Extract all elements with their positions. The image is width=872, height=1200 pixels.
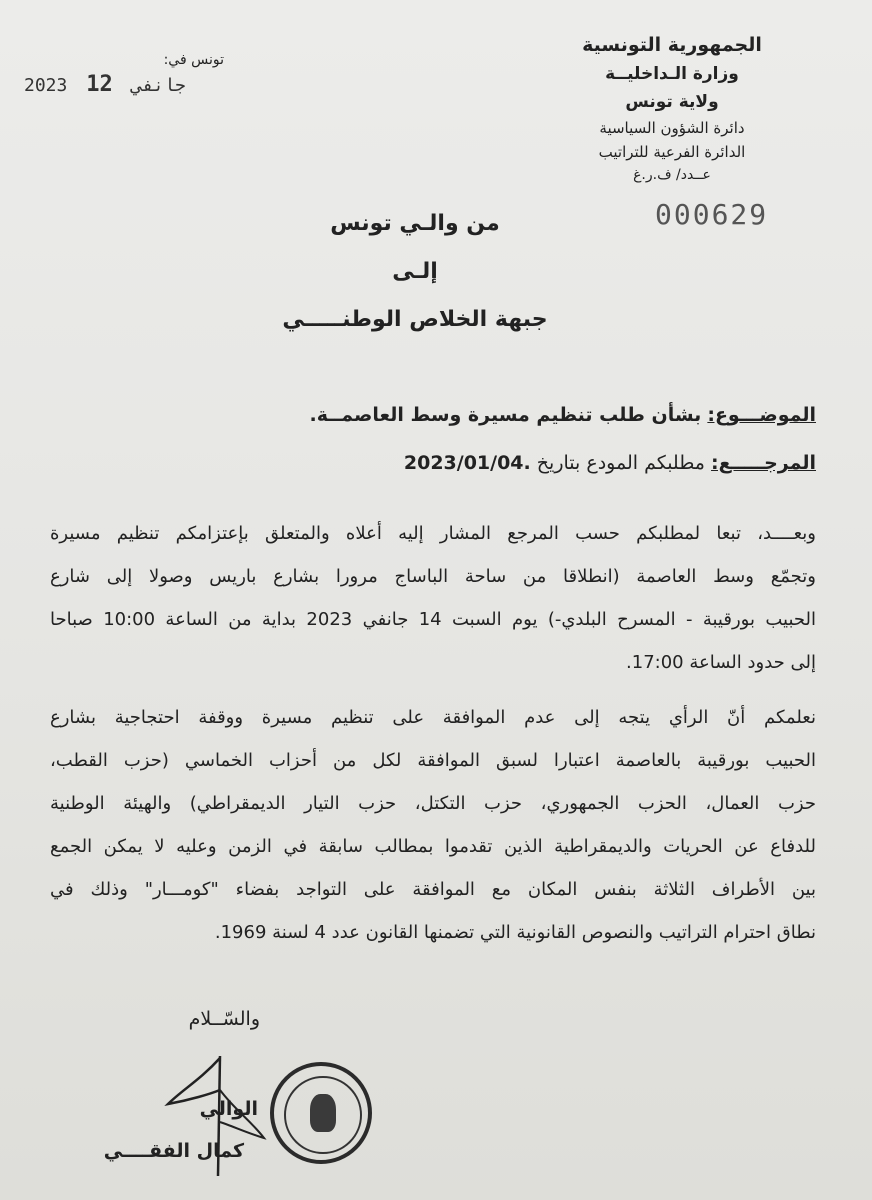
body-paragraph-1 — [50, 512, 816, 684]
paragraph-line: نعلمكم أنّ الرأي يتجه إلى عدم الموافقة على تنظيم مسيرة ووقفة احتجاجية بشارع — [50, 707, 816, 728]
reference-text: مطلبكم المودع بتاريخ — [536, 452, 705, 474]
paragraph-line: وبعــــد، تبعا لمطلبكم حسب المرجع المشار إليه أعلاه والمتعلق بإعتزامكم تنظيم مسيرة — [50, 523, 816, 544]
date-year: 2023 — [24, 75, 68, 96]
paragraph-line: بين الأطراف الثلاثة بنفس المكان مع الموافقة على التواجد بفضاء "كومـــار" وذلك في — [50, 879, 816, 900]
subject-label: الموضـــوع: — [707, 404, 816, 426]
number-label: عــدد/ ف.ر.غ — [633, 167, 711, 183]
addressing-block — [280, 200, 550, 344]
letter-header — [542, 30, 802, 186]
signatory-title: الوالي — [199, 1098, 258, 1120]
closing-line: والسّــلام — [188, 1008, 260, 1030]
paragraph-line: الحبيب بورقيبة بالعاصمة اعتبارا لسبق الموافقة لكل من أحزاب الخماسي (حزب القطب، — [50, 750, 816, 771]
paragraph-line: للدفاع عن الحريات والديمقراطية الذين تقدموا بمطالب سابقة في الزمن وعليه لا يمكن الجمع — [50, 836, 816, 857]
republic-name: الجمهورية التونسية — [582, 34, 762, 56]
subdepartment-name: الدائرة الفرعية للتراتيب — [598, 143, 746, 161]
stamp-emblem — [310, 1094, 336, 1132]
ministry-name: وزارة الـداخليــة — [605, 64, 739, 84]
place-label: تونس في: — [163, 52, 224, 68]
sender-line: من والـي تونس — [330, 211, 500, 236]
date-month: جانفي — [131, 75, 186, 96]
reference-line — [404, 446, 816, 480]
reference-date: 2023/01/04. — [403, 452, 531, 474]
document-number: 000629 — [655, 198, 769, 231]
official-stamp — [270, 1062, 372, 1164]
paragraph-line: إلى حدود الساعة 17:00. — [626, 652, 816, 673]
body-paragraph-2 — [50, 696, 816, 954]
signatory-name: كمال الفقــــي — [103, 1140, 244, 1162]
subject-line — [310, 398, 816, 432]
paragraph-line: حزب العمال، الحزب الجمهوري، حزب التكتل، حزب التيار الديمقراطي) والهيئة الوطنية — [50, 793, 816, 814]
paragraph-line: الحبيب بورقيبة - المسرح البلدي-) يوم السبت 14 جانفي 2023 بداية من الساعة 10:00 صباحا — [50, 609, 816, 630]
paragraph-line: نطاق احترام التراتيب والنصوص القانونية التي تضمنها القانون عدد 4 لسنة 1969. — [214, 922, 816, 943]
date-day: 12 — [86, 72, 113, 97]
governorate-name: ولاية تونس — [625, 92, 719, 112]
to-line: إلـى — [392, 259, 438, 284]
paragraph-line: وتجمّع وسط العاصمة (انطلاقا من ساحة الباساج مرورا بشارع باريس وصولا إلى شارع — [50, 566, 816, 587]
recipient-line: جبهة الخلاص الوطنـــــي — [282, 307, 548, 332]
department-name: دائرة الشؤون السياسية — [599, 119, 745, 137]
date-stamp — [24, 72, 186, 97]
reference-label: المرجـــــع: — [711, 452, 816, 474]
subject-text: بشأن طلب تنظيم مسيرة وسط العاصمــة. — [309, 404, 702, 426]
place-and-date — [24, 52, 224, 112]
